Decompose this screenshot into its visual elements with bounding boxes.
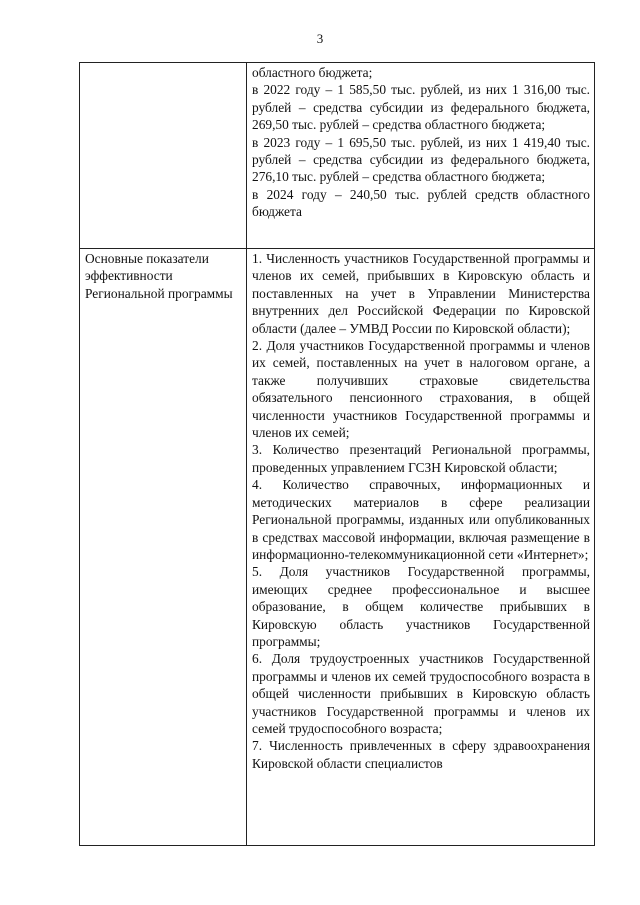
passport-table [79, 62, 595, 846]
indicators-list-cell [247, 249, 595, 846]
table-row-indicators [80, 249, 595, 846]
budget-text-cell [247, 63, 595, 249]
budget-label-cell [80, 63, 247, 249]
budget-line: областного бюджета; [252, 65, 373, 80]
indicator-item: 7. Численность привлеченных в сферу здравоохранения Кировской области специалистов [252, 738, 590, 771]
table-row-budget [80, 63, 595, 249]
indicator-item: 3. Количество презентаций Региональной программы, проведенных управлением ГСЗН Кировской области; [252, 442, 590, 475]
budget-line: в 2023 году – 1 695,50 тыс. рублей, из них 1 419,40 тыс. рублей – средства субсидии из федерального бюджета, 276,10 тыс. рублей – средства областного бюджета; [252, 134, 590, 185]
indicator-item: 4. Количество справочных, информационных и методических материалов в сфере реализации Региональной программы, изданных или опубликованных в средствах массовой информации, включая размещение в информационно-телекоммуникационной сети «Интернет»; [252, 477, 590, 562]
indicators-label-cell: Основные показатели эффективности Региональной программы [80, 249, 247, 846]
indicator-item: 5. Доля участников Государственной программы, имеющих среднее профессиональное и высшее образование, в общем количестве прибывших в Кировскую область участников Государственной программы; [252, 564, 590, 649]
page-number: 3 [316, 31, 324, 46]
budget-line: в 2022 году – 1 585,50 тыс. рублей, из них 1 316,00 тыс. рублей – средства субсидии из федерального бюджета, 269,50 тыс. рублей – средства областного бюджета; [252, 82, 590, 133]
indicator-item: 2. Доля участников Государственной программы и членов их семей, поставленных на учет в налоговом органе, а также получивших страховые свидетельства обязательного пенсионного страхования, в общей численности участников Государственной программы и членов их семей; [252, 338, 590, 441]
budget-line: в 2024 году – 240,50 тыс. рублей средств областного бюджета [252, 186, 590, 220]
indicator-item: 6. Доля трудоустроенных участников Государственной программы и членов их семей трудоспособного возраста в общей численности прибывших в Кировскую область участников Государственной программы и членов их семей трудоспособного возраста; [252, 651, 590, 736]
indicator-item: 1. Численность участников Государственной программы и членов их семей, прибывших в Кировскую область и поставленных на учет в Управлении Министерства внутренних дел Российской Федерации по Кировской области (далее – УМВД России по Кировской области); [252, 251, 590, 336]
